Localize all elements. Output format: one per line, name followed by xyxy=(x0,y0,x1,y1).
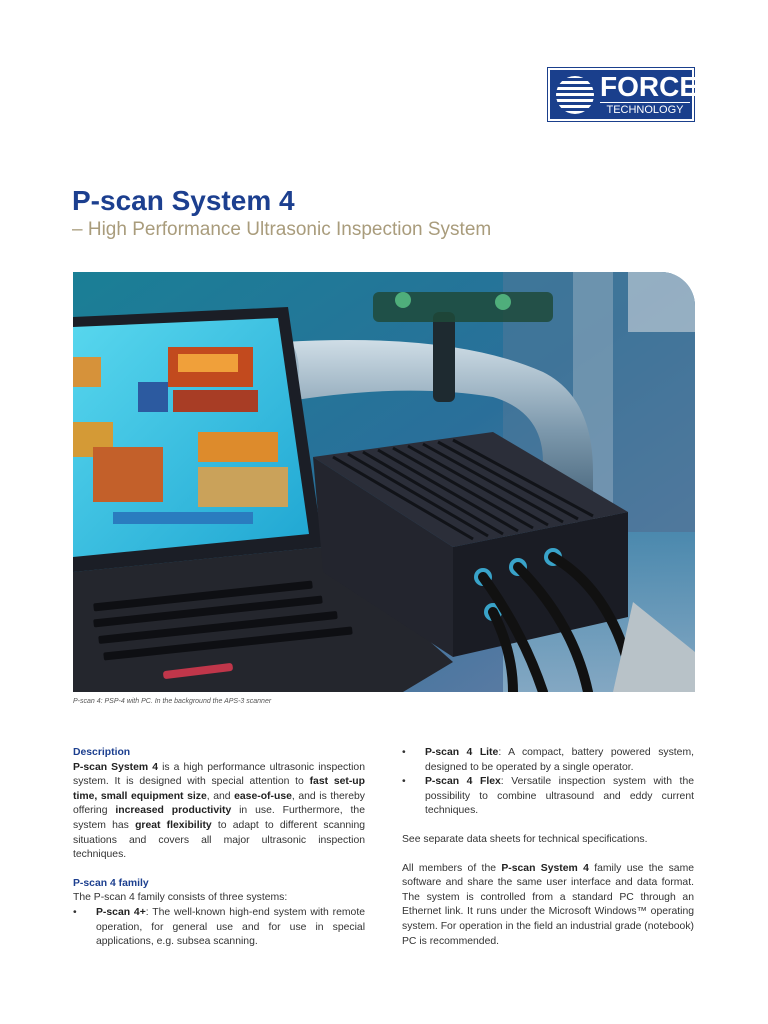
family-list-right xyxy=(402,746,694,819)
members-paragraph: All members of the P-scan System 4 family use the same software and share the same user interface and data format. The system is controlled from a standard PC through an Ethernet link. It runs under the Microsoft Windows™ operating system. For operation in the field an industrial grade (notebook) PC is recommended. xyxy=(402,862,694,947)
family-intro: The P-scan 4 family consists of three systems: xyxy=(73,892,288,904)
description-heading: Description xyxy=(73,747,131,758)
page-subtitle: – High Performance Ultrasonic Inspection System xyxy=(72,219,492,240)
list-item-name: P-scan 4+ xyxy=(96,906,146,918)
page-title: P-scan System 4 xyxy=(72,185,295,216)
product-photo xyxy=(73,272,695,692)
list-item: • P-scan 4+: The well-known high-end system with remote operation, for general use and for use in special applications, e.g. subsea scanning. xyxy=(73,906,365,950)
photo-caption: P-scan 4: PSP-4 with PC. In the background the APS-3 scanner xyxy=(73,698,272,705)
see-separate-note: See separate data sheets for technical specifications. xyxy=(402,833,648,845)
list-item: • P-scan 4 Flex: Versatile inspection system with the possibility to combine ultrasound and eddy current techniques. xyxy=(402,775,694,819)
logo-text-force: FORCE xyxy=(600,71,698,102)
family-heading: P-scan 4 family xyxy=(73,877,149,889)
right-column xyxy=(402,746,694,949)
globe-stripes-icon xyxy=(556,76,594,114)
list-item: • P-scan 4 Lite: A compact, battery powered system, designed to be operated by a single operator. xyxy=(402,746,694,775)
description-paragraph: P-scan System 4 is a high performance ultrasonic inspection system. It is designed with special attention to fast set-up time, small equipment size, and ease-of-use, and is thereby offering increased productivity in use. Furthermore, the system has great flexibility to adapt to different scanning situations and covers all major ultrasonic inspection techniques. xyxy=(73,761,366,861)
list-item-name: P-scan 4 Flex xyxy=(425,776,501,788)
logo-text-technology: TECHNOLOGY xyxy=(600,102,690,117)
left-column xyxy=(73,746,365,950)
family-list-left xyxy=(73,906,365,950)
force-technology-logo xyxy=(548,68,698,121)
list-item-name: P-scan 4 Lite xyxy=(425,747,499,758)
